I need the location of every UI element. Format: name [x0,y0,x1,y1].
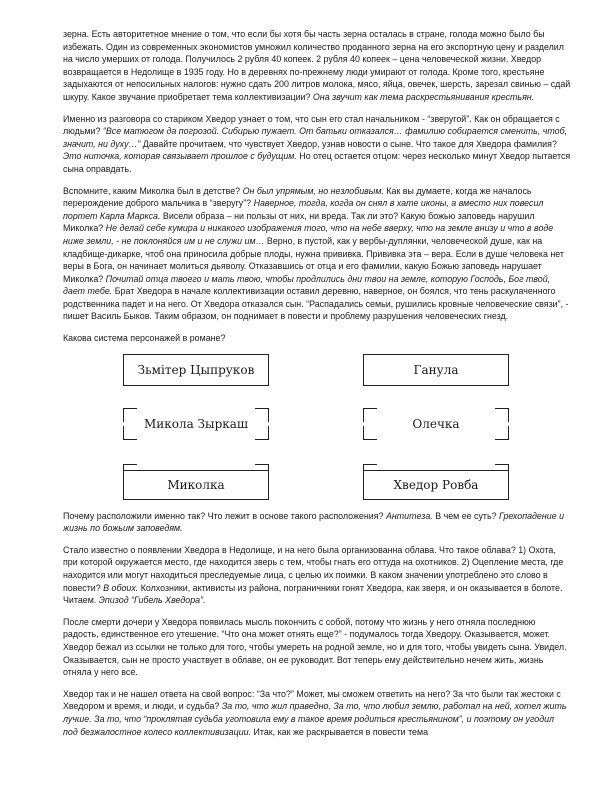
character-box-zmiter: Зьмітер Цыпруков [123,354,269,386]
answer-text: Не делай себе кумира и никакого изображения того, что на небе вверху, что на земле внизу и что в воде ниже земли, - не поклоняйся им и не служи им… [63,223,554,246]
answer-text: В обоих. [103,582,139,593]
answer-text: Это ниточка, которая связывает прошлое с будущим. [63,151,297,162]
body-text: Какова система персонажей в романе? [63,333,226,344]
answer-text: Он был упрямым, но незлобивым. [242,185,384,196]
body-text: Итак, как же раскрывается в повести тема [251,726,429,737]
body-text: В чем ее суть? [432,510,500,521]
paragraph [63,332,571,345]
character-box-olechka: Олечка [412,416,460,431]
body-text: Давайте прочитаем, что чувствует Хведор, узнав новости о сыне. Что такое для Хведора фамилия? [140,138,557,149]
answer-text: Наверное, тогда, когда он снял в хате иконы, а вместо них повесил портет Карла Маркса. [63,198,544,221]
body-text: зерна. Есть авторитетное мнение о том, что если бы хотя бы часть зерна осталась в стране, голода можно было бы избежать. Один из современных экономистов умножил количество проданного зерна на его экспортную цену и разделил на число умерших от голода. Получилось 2 рубля 40 копеек. 2 рубля 40 копеек – цена человеческой жизни. Хведор возвращается в Недолище в 1935 году. Но в деревнях по-прежнему люди умирают от голода. Кроме того, крестьяне задыхаются от непосильных налогов: нужно сдать 200 литров молока, мясо, яйца, овечек, шерсть, зарезал свинью – сдай шкуру. Какое звучание приобретает тема коллективизации? [63,29,571,102]
paragraph [63,113,571,176]
paragraph [63,185,571,324]
body-text: Почему расположили именно так? Что лежит в основе такого расположения? [63,510,386,521]
character-box-mikola-zyrkash: Микола Зыркаш [143,416,249,431]
text-block-after-diagram [63,510,571,739]
paragraph [63,688,571,738]
text-block-before-diagram [63,28,571,345]
body-text: После смерти дочери у Хведора появилась мысль покончить с собой, потому что жизнь у него отняла последнюю радость, единственное его утешение. “Что она может отнять еще?” - подумалось тогда Хведору. Оказывается, может. Хведор бежал из ссылки не только для того, чтобы умереть на родной земле, но и для того, чтобы увидеть сына. Увидел. Оказывается, сын не просто участвует в облаве, он ее руководит. Вот теперь ему действительно нечем жить, жизнь отняла у него все. [63,616,567,678]
paragraph [63,616,571,679]
document-page [63,28,571,747]
body-text: Висели образа – ни пользы от них, ни вреда. Так ли это? Какую божью заповедь нарушил Миколка? [63,210,535,234]
paragraph [63,28,571,104]
character-box-hvedor-rovba: Хведор Ровба [363,470,509,500]
body-text: Хведор так и не нашел ответа на свой вопрос: “За что?” Может, мы сможем ответить на него? За что были так жестоки с Хведором и время, и люди, и судьба? [63,688,561,712]
character-box-ganula: Ганула [363,354,509,386]
character-system-diagram [63,354,571,502]
answer-text: Антитеза. [385,510,433,521]
answer-text: Почитай отца твоего и мать твою, чтобы продлились дни твои на земле, которую Господь, Бог твой, дает тебе. [63,273,551,297]
answer-text: Эпизод “Гибель Хведора”. [98,595,206,606]
answer-text: Она звучит как тема раскрестьянивания крестьян. [312,91,535,102]
paragraph [63,510,571,535]
answer-text: Грехопадение и жизнь по божьим заповедям. [63,510,565,534]
body-text: Как вы думаете, когда же началось перерождение доброго мальчика в “зверугу”? [63,185,532,209]
answer-text: За то, что жил праведно, За то, что любил землю, работал на ней, хотел жить лучше. За то, что “проклятая судьба уготовила ему в такое время родиться крестьянином”, и поэтому он угодил под безжалостное колесо коллективизации. [63,701,567,737]
answer-text: “Все матюгом да погрозой. Сибирью пужает. От батьки отказался… фамилию собирается сменить, чтоб, значит, ни духу…” [63,126,568,149]
body-text: Верно, в пустой, как у вербы-дуплянки, человеческой душе, как на кладбище-дикарке, чтоб она приносила добрые плоды, нужна прививка. Прививка эта – вера. Если в душе человека нет веры в Бога, он начинает молиться дьяволу. Отказавшись от отца и его фамилии, какую Божью заповедь нарушает Миколка? [63,235,564,284]
body-text: Именно из разговора со стариком Хведор узнает о том, что сын его стал начальником - “зверугой”. Как он обращается с людьми? [63,113,560,137]
paragraph [63,544,571,607]
body-text: Вспомните, каким Миколка был в детстве? [63,185,243,196]
body-text: Брат Хведора в начале коллективизации оставил деревню, наверное, он боялся, что тень раскулаченного родственника падет и на него. От Хведора отказался сын. “Распадались семьи, рушились кровные человеческие связи”, - пишет Василь Быков. Таким образом, он поднимает в повести и проблему разрушения человеческих гнезд. [63,286,569,322]
character-box-mikolka: Миколка [123,470,269,500]
body-text: Колхозники, активисты из района, пограничники гонят Хведора, как зверя, и он оказывается в болоте. Читаем. [63,582,563,606]
body-text: Стало известно о появлении Хведора в Недолище, и на него была организованна облава. Что такое облава? 1) Охота, при которой окружается место, где находится зверь с тем, чтобы гнать его оттуда на охотников. 2) Оцепление места, где находится или могут находиться преследуемые лица, с целью их поимки. В каком значении употреблено это слово в повести? [63,544,564,593]
body-text: Но отец остается отцом: через несколько минут Хведор пытается сына оправдать. [63,151,571,174]
